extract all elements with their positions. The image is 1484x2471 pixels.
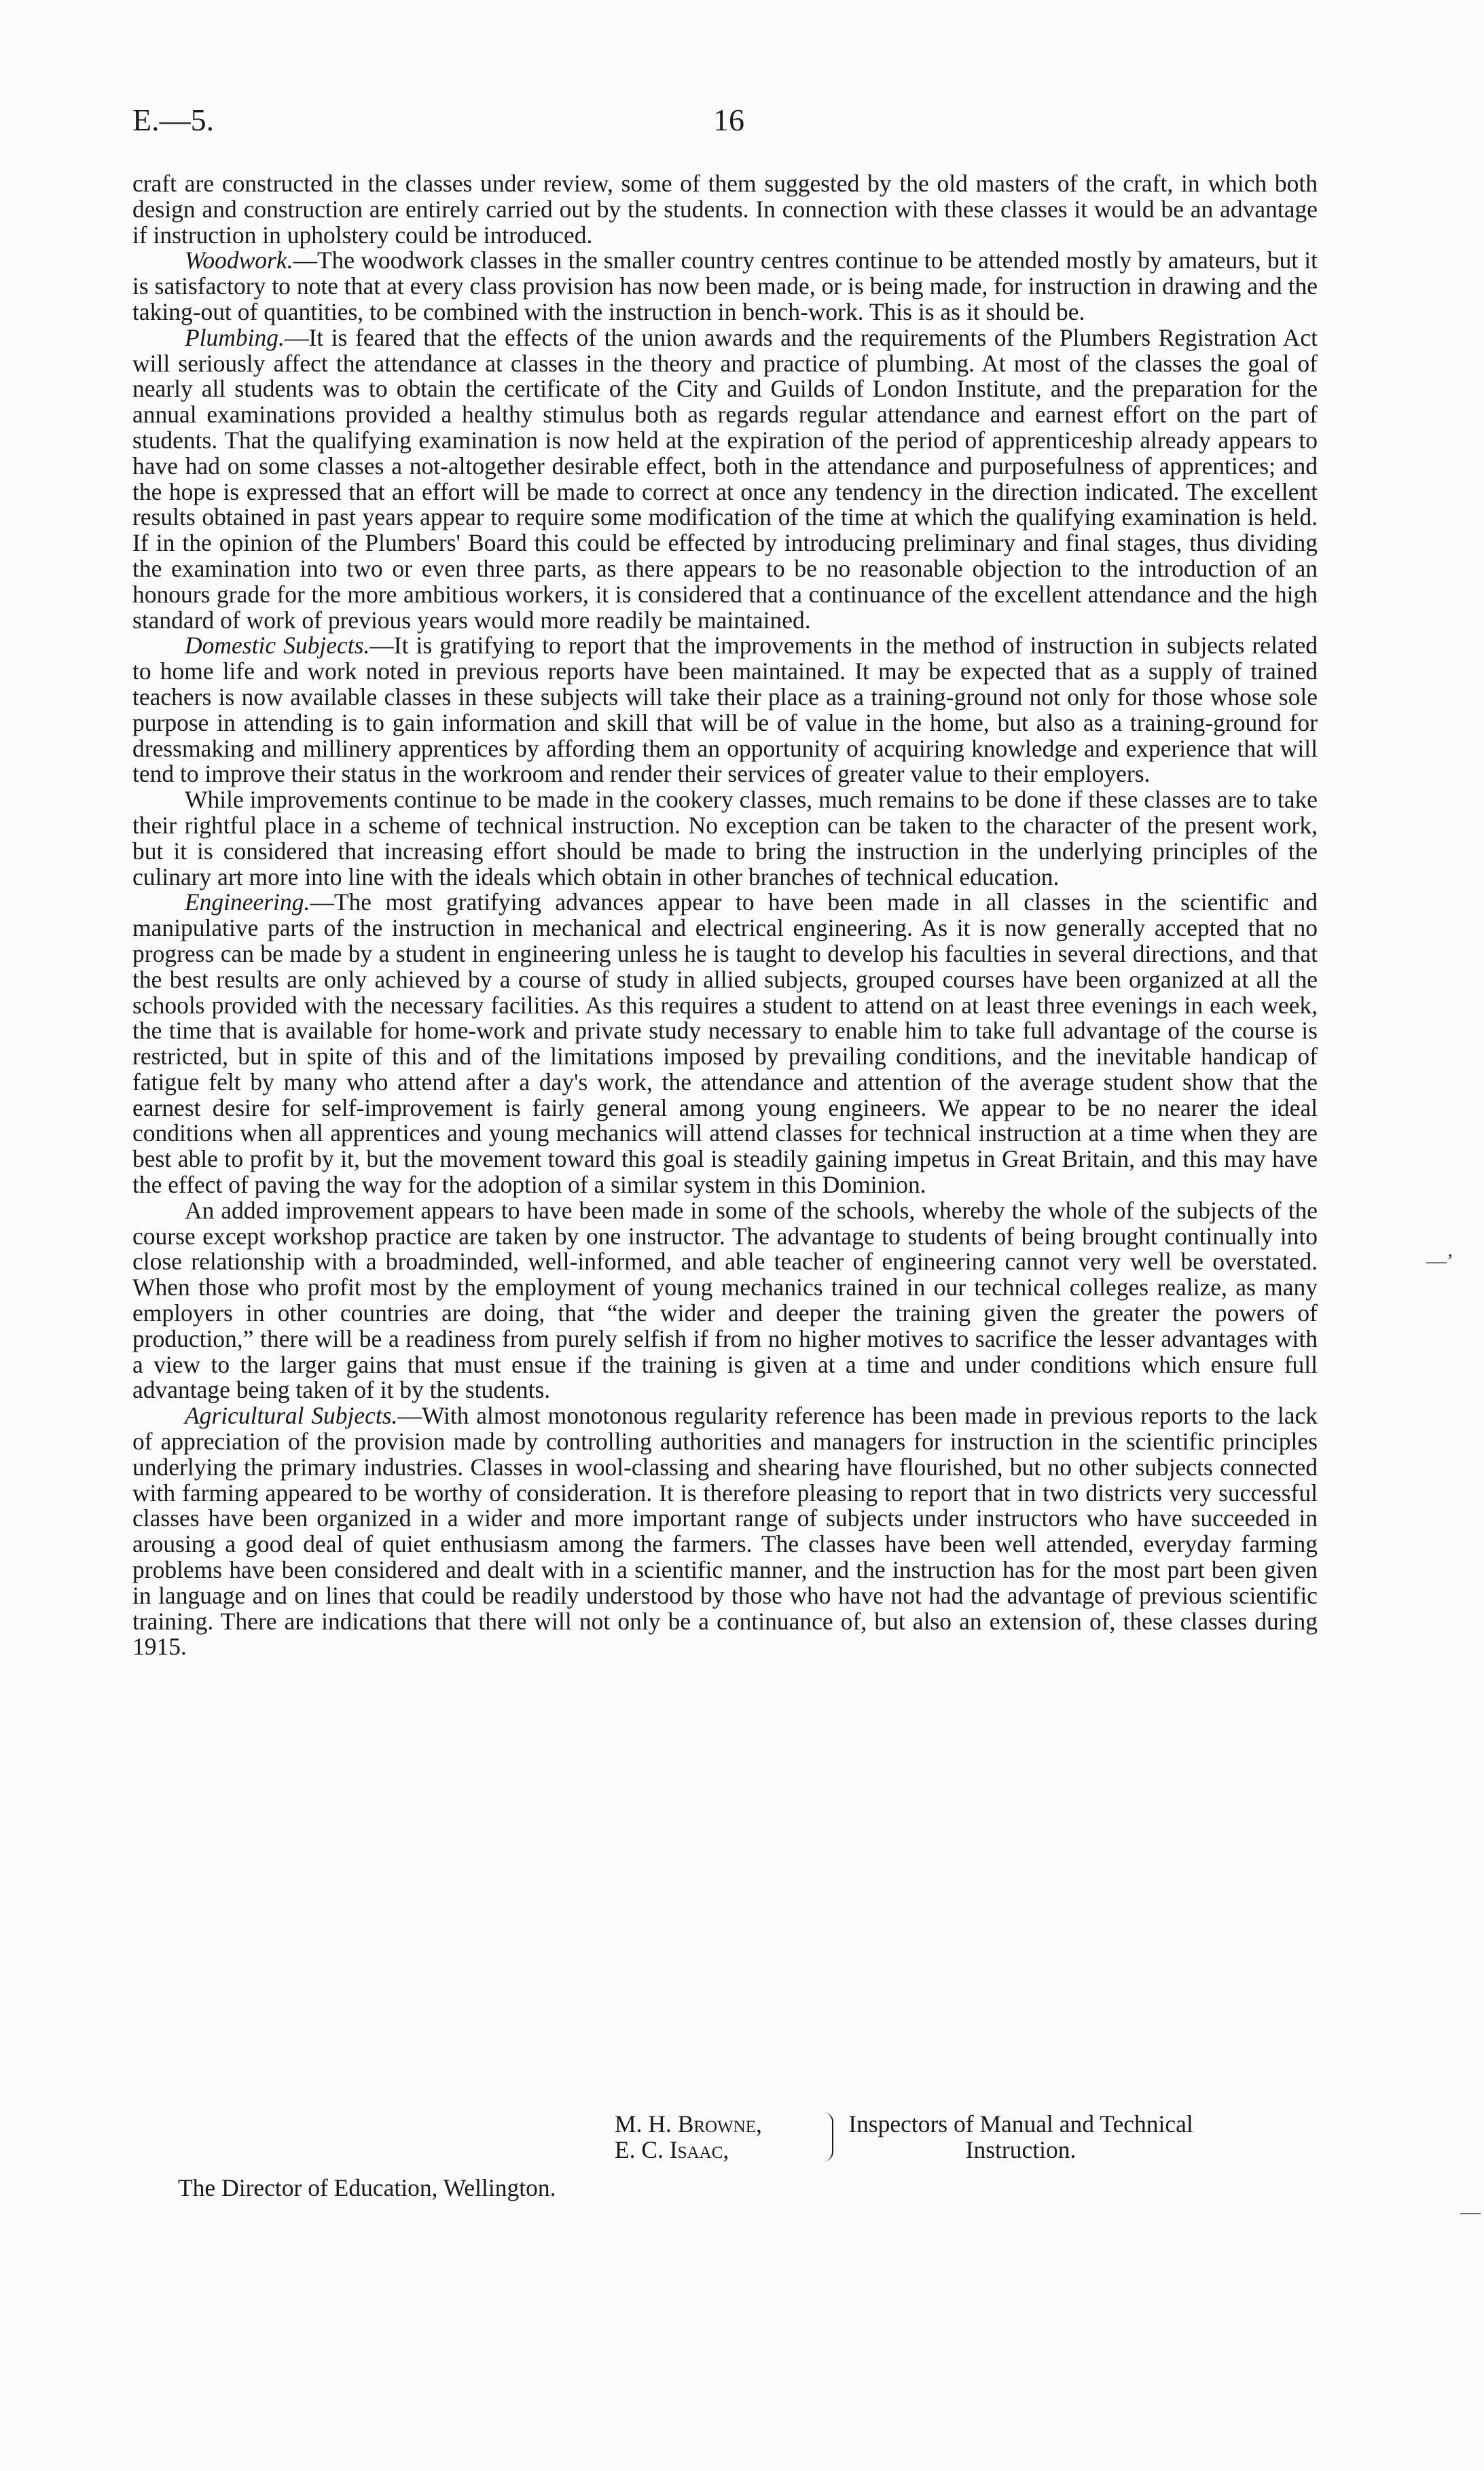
section-heading-agricultural-subjects: Agricultural Subjects. [185,1402,398,1430]
report-code: E.—5. [132,103,215,137]
section-heading-woodwork: Woodwork. [185,247,293,274]
section-heading-engineering: Engineering. [185,888,310,916]
paragraph-cookery: While improvements continue to be made in the cookery classes, much remains to be done if these classes are to take their rightful place in a scheme of technical instruction. No exception can be taken to the character of the present work, but it is considered that increasing effort should be made to bring the instruction in the underlying principles of the culinary art more into line with the ideals which obtain in other branches of technical education. [132,786,1318,890]
signatory-name: E. C. Isaac, [615,2136,729,2163]
signatory-name: M. H. Browne, [615,2110,762,2138]
recipient-line: The Director of Education, Wellington. [178,2174,556,2201]
signatory-names [615,2111,839,2163]
margin-mark: —’ [1426,1250,1453,1272]
paragraph-woodwork: Woodwork.—The woodwork classes in the smaller country centres continue to be attended mostly by amateurs, but it is satisfactory to note that at every class provision has now been made, or is being made, for instruction in drawing and the taking-out of quantities, to be combined with the instruction in bench-work. This is as it should be. [132,247,1318,325]
signatory-title: Inspectors of Manual and Technical Instruction. [848,2110,1193,2163]
paragraph-agricultural-subjects: Agricultural Subjects.—With almost monotonous regularity reference has been made in previous reports to the lack of appreciation of the provision made by controlling authorities and managers for instruction in the scientific principles underlying the primary industries. Classes in wool-classing and shearing have flourished, but no other subjects connected with farming appeared to be worthy of consideration. It is therefore pleasing to report that in two districts very successful classes have been organized in a wider and more important range of subjects under instructors who have succeeded in arousing a good deal of quiet enthusiasm among the farmers. The classes have been well attended, everyday farming problems have been considered and dealt with in a scientific manner, and the instruction has for the most part been given in language and on lines that could be readily understood by those who have not had the advantage of previous scientific training. There are indications that there will not only be a continuance of, but also an extension of, these classes during 1915. [132,1402,1318,1661]
paragraph-domestic-subjects: Domestic Subjects.—It is gratifying to report that the improvements in the method of instruction in subjects related to home life and work noted in previous reports have been maintained. It may be expected that as a supply of trained teachers is now available classes in these subjects will take their place as a training-ground not only for those whose sole purpose in attending is to gain information and skill that will be of value in the home, but also as a training-ground for dressmaking and millinery apprentices by affording them an opportunity of acquiring knowledge and experience that will tend to improve their status in the workroom and render their services of greater value to their employers. [132,632,1318,788]
section-heading-plumbing: Plumbing. [185,323,285,351]
paragraph-plumbing: Plumbing.—It is feared that the effects of the union awards and the requirements of the Plumbers Registration Act will seriously affect the attendance at classes in the theory and practice of plumbing. At most of the classes the goal of nearly all students was to obtain the certificate of the City and Guilds of London Institute, and the preparation for the annual examinations provided a healthy stimulus both as regards regular attendance and earnest effort on the part of students. That the qualifying examination is now held at the expiration of the period of apprenticeship already appears to have had on some classes a not-altogether desirable effect, both in the attendance and purposefulness of apprentices; and the hope is expressed that an effort will be made to correct at once any tendency in the direction indicated. The excellent results obtained in past years appear to require some modification of the time at which the qualifying examination is held. If in the opinion of the Plumbers' Board this could be effected by introducing preliminary and final stages, thus dividing the examination into two or even three parts, as there appears to be no reasonable objection to the introduction of an honours grade for the more ambitious workers, it is considered that a continuance of the excellent attendance and the high standard of work of previous years would more readily be maintained. [132,323,1318,634]
paragraph-craft: craft are constructed in the classes under review, some of them suggested by the old masters of the craft, in which both design and construction are entirely carried out by the students. In connection with these classes it would be an advantage if instruction in upholstery could be introduced. [132,170,1318,249]
paragraph-engineering: Engineering.—The most gratifying advances appear to have been made in all classes in the scientific and manipulative parts of the instruction in mechanical and electrical engineering. As it is now generally accepted that no progress can be made by a student in engineering unless he is taught to develop his faculties in several directions, and that the best results are only achieved by a course of study in allied subjects, grouped courses have been organized at all the schools provided with the necessary facilities. As this requires a student to attend on at least three evenings in each week, the time that is available for home-work and private study necessary to enable him to take full advantage of the course is restricted, but in spite of this and of the limitations imposed by prevailing conditions, and the inevitable handicap of fatigue felt by many who attend after a day's work, the attendance and attention of the average student show that the earnest desire for self-improvement is fairly general among young engineers. We appear to be no nearer the ideal conditions when all apprentices and young mechanics will attend classes for technical instruction at a time when they are best able to profit by it, but the movement toward this goal is steadily gaining impetus in Great Britain, and this may have the effect of paving the way for the adoption of a similar system in this Dominion. [132,888,1318,1199]
body-text [132,171,1318,1660]
section-heading-domestic-subjects: Domestic Subjects. [185,632,370,660]
page-number: 16 [713,103,744,137]
margin-mark: — [1460,2201,1481,2223]
paragraph-added-improvement: An added improvement appears to have been made in some of the schools, whereby the whole of the subjects of the course except workshop practice are taken by one instructor. The advantage to students of being brought continually into close relationship with a broadminded, well-informed, and able teacher of engineering cannot very well be overstated. When those who profit most by the employment of young mechanics trained in our technical colleges realize, as many employers in other countries are doing, that “the wider and deeper the training given the greater the powers of production,” there will be a readiness from purely selfish if from no higher motives to sacrifice the lesser advantages with a view to the larger gains that must ensue if the training is given at a time and under conditions which ensure full advantage being taken of it by the students. [132,1196,1318,1404]
